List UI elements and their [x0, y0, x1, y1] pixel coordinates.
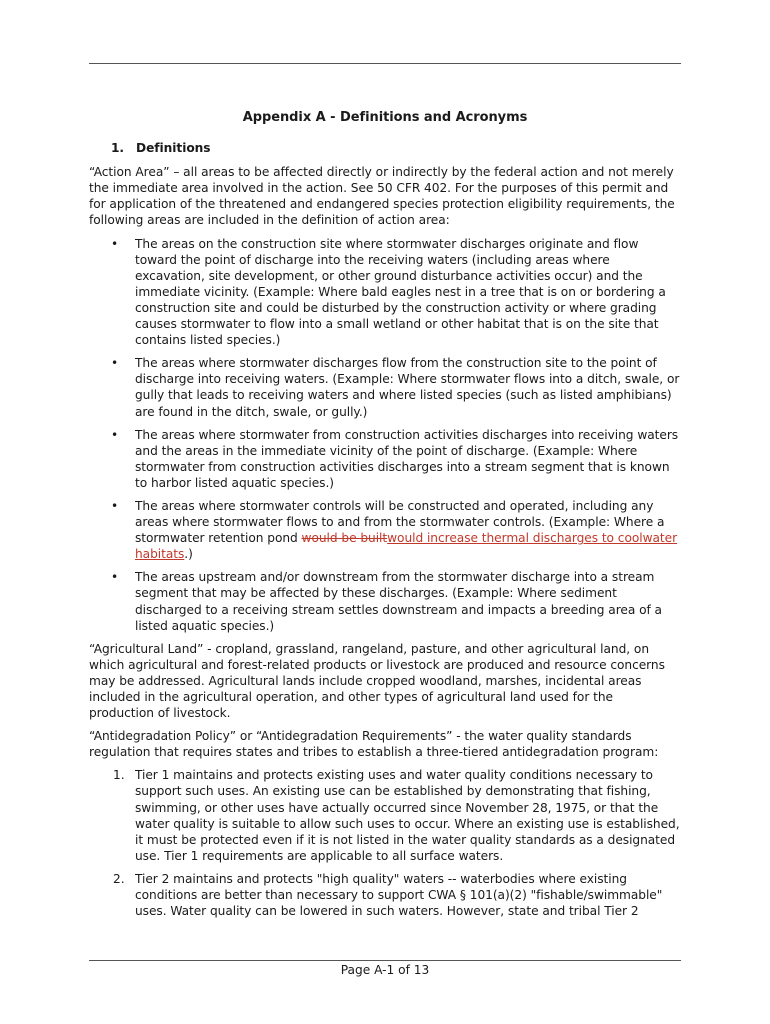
agricultural-land-definition: “Agricultural Land” - cropland, grassland, rangeland, pasture, and other agricultural land, on which agricultural and forest-related products or livestock are produced and resource concerns may be addressed. Agricultural lands include cropped woodland, marshes, incidental areas included in the agricultural operation, and other types of agricultural land used for the production of livestock.: [89, 641, 665, 721]
list-item-text: The areas where stormwater from construction activities discharges into receiving waters and the areas in the immediate vicinity of the point of discharge. (Example: Where stormwater from construction activities discharges into a stream segment that is known to harbor listed aquatic species.): [135, 427, 679, 490]
bullet-icon: •: [111, 236, 119, 251]
page-number: Page A-1 of 13: [340, 963, 430, 977]
action-area-list: [89, 236, 681, 634]
text-after-revision: .): [184, 547, 193, 562]
footer-rule: [89, 960, 681, 961]
list-number: 2.: [113, 871, 125, 886]
list-item: [89, 569, 681, 633]
list-item-text: The areas upstream and/or downstream from the stormwater discharge into a stream segment that may be affected by these discharges. (Example: Where sediment discharged to a receiving stream settles downstream and impacts a breeding area of a listed aquatic species.): [135, 570, 662, 633]
section-heading: [89, 140, 681, 156]
list-item-text: Tier 2 maintains and protects "high quality" waters -- waterbodies where existing conditions are better than necessary to support CWA § 101(a)(2) "fishable/swimmable" uses. Water quality can be lowered in such waters. However, state and tribal Tier 2: [135, 871, 663, 919]
list-item: [89, 427, 681, 491]
inserted-revision-text: would increase thermal discharges to coolwater habitats: [135, 531, 678, 562]
header-rule: [89, 63, 681, 64]
bullet-icon: •: [111, 427, 119, 442]
list-item: [89, 355, 681, 419]
bullet-icon: •: [111, 570, 119, 585]
deleted-revision-text: would be built: [301, 531, 388, 546]
list-item-text: Tier 1 maintains and protects existing uses and water quality conditions necessary to support such uses. An existing use can be established by demonstrating that fishing, swimming, or other uses have actually occurred since November 28, 1975, or that the water quality is suitable to allow such uses to occur. Where an existing use is established, it must be protected even if it is not listed in the water quality standards as a designated use. Tier 1 requirements are applicable to all surface waters.: [135, 768, 680, 863]
list-item-text: The areas where stormwater discharges flow from the construction site to the point of discharge into receiving waters. (Example: Where stormwater flows into a ditch, swale, or gully that leads to receiving waters and where listed species (such as listed amphibians) are found in the ditch, swale, or gully.): [135, 356, 680, 419]
list-item: [89, 871, 681, 919]
bullet-icon: •: [111, 356, 119, 371]
tier-list: [89, 767, 681, 919]
list-number: 1.: [113, 768, 125, 783]
bullet-icon: •: [111, 498, 119, 513]
action-area-definition: “Action Area” – all areas to be affected directly or indirectly by the federal action and not merely the immediate area involved in the action. See 50 CFR 402. For the purposes of this permit and for application of the threatened and endangered species protection eligibility requirements, the following areas are included in the definition of action area:: [89, 165, 675, 228]
antidegradation-definition: “Antidegradation Policy” or “Antidegradation Requirements” - the water quality standards regulation that requires states and tribes to establish a three-tiered antidegradation program:: [89, 729, 659, 760]
section-number: 1.: [111, 141, 125, 156]
list-item: [89, 498, 681, 562]
page-title: Appendix A - Definitions and Acronyms: [242, 110, 528, 125]
section-label: Definitions: [136, 141, 211, 156]
document-body: [89, 106, 681, 926]
list-item: [89, 236, 681, 349]
list-item-text: [135, 499, 677, 561]
list-item: [89, 767, 681, 864]
text-before-revision: The areas where stormwater controls will be constructed and operated, including any areas where stormwater flows to and from the stormwater controls. (Example: Where a stormwater retention pond: [135, 498, 665, 546]
list-item-text: The areas on the construction site where stormwater discharges originate and flow toward the point of discharge into the receiving waters (including areas where excavation, site development, or other ground disturbance activities occur) and the immediate vicinity. (Example: Where bald eagles nest in a tree that is on or bordering a construction site and could be disturbed by the construction activity or where grading causes stormwater to flow into a small wetland or other habitat that is on the site that contains listed species.): [135, 236, 666, 348]
